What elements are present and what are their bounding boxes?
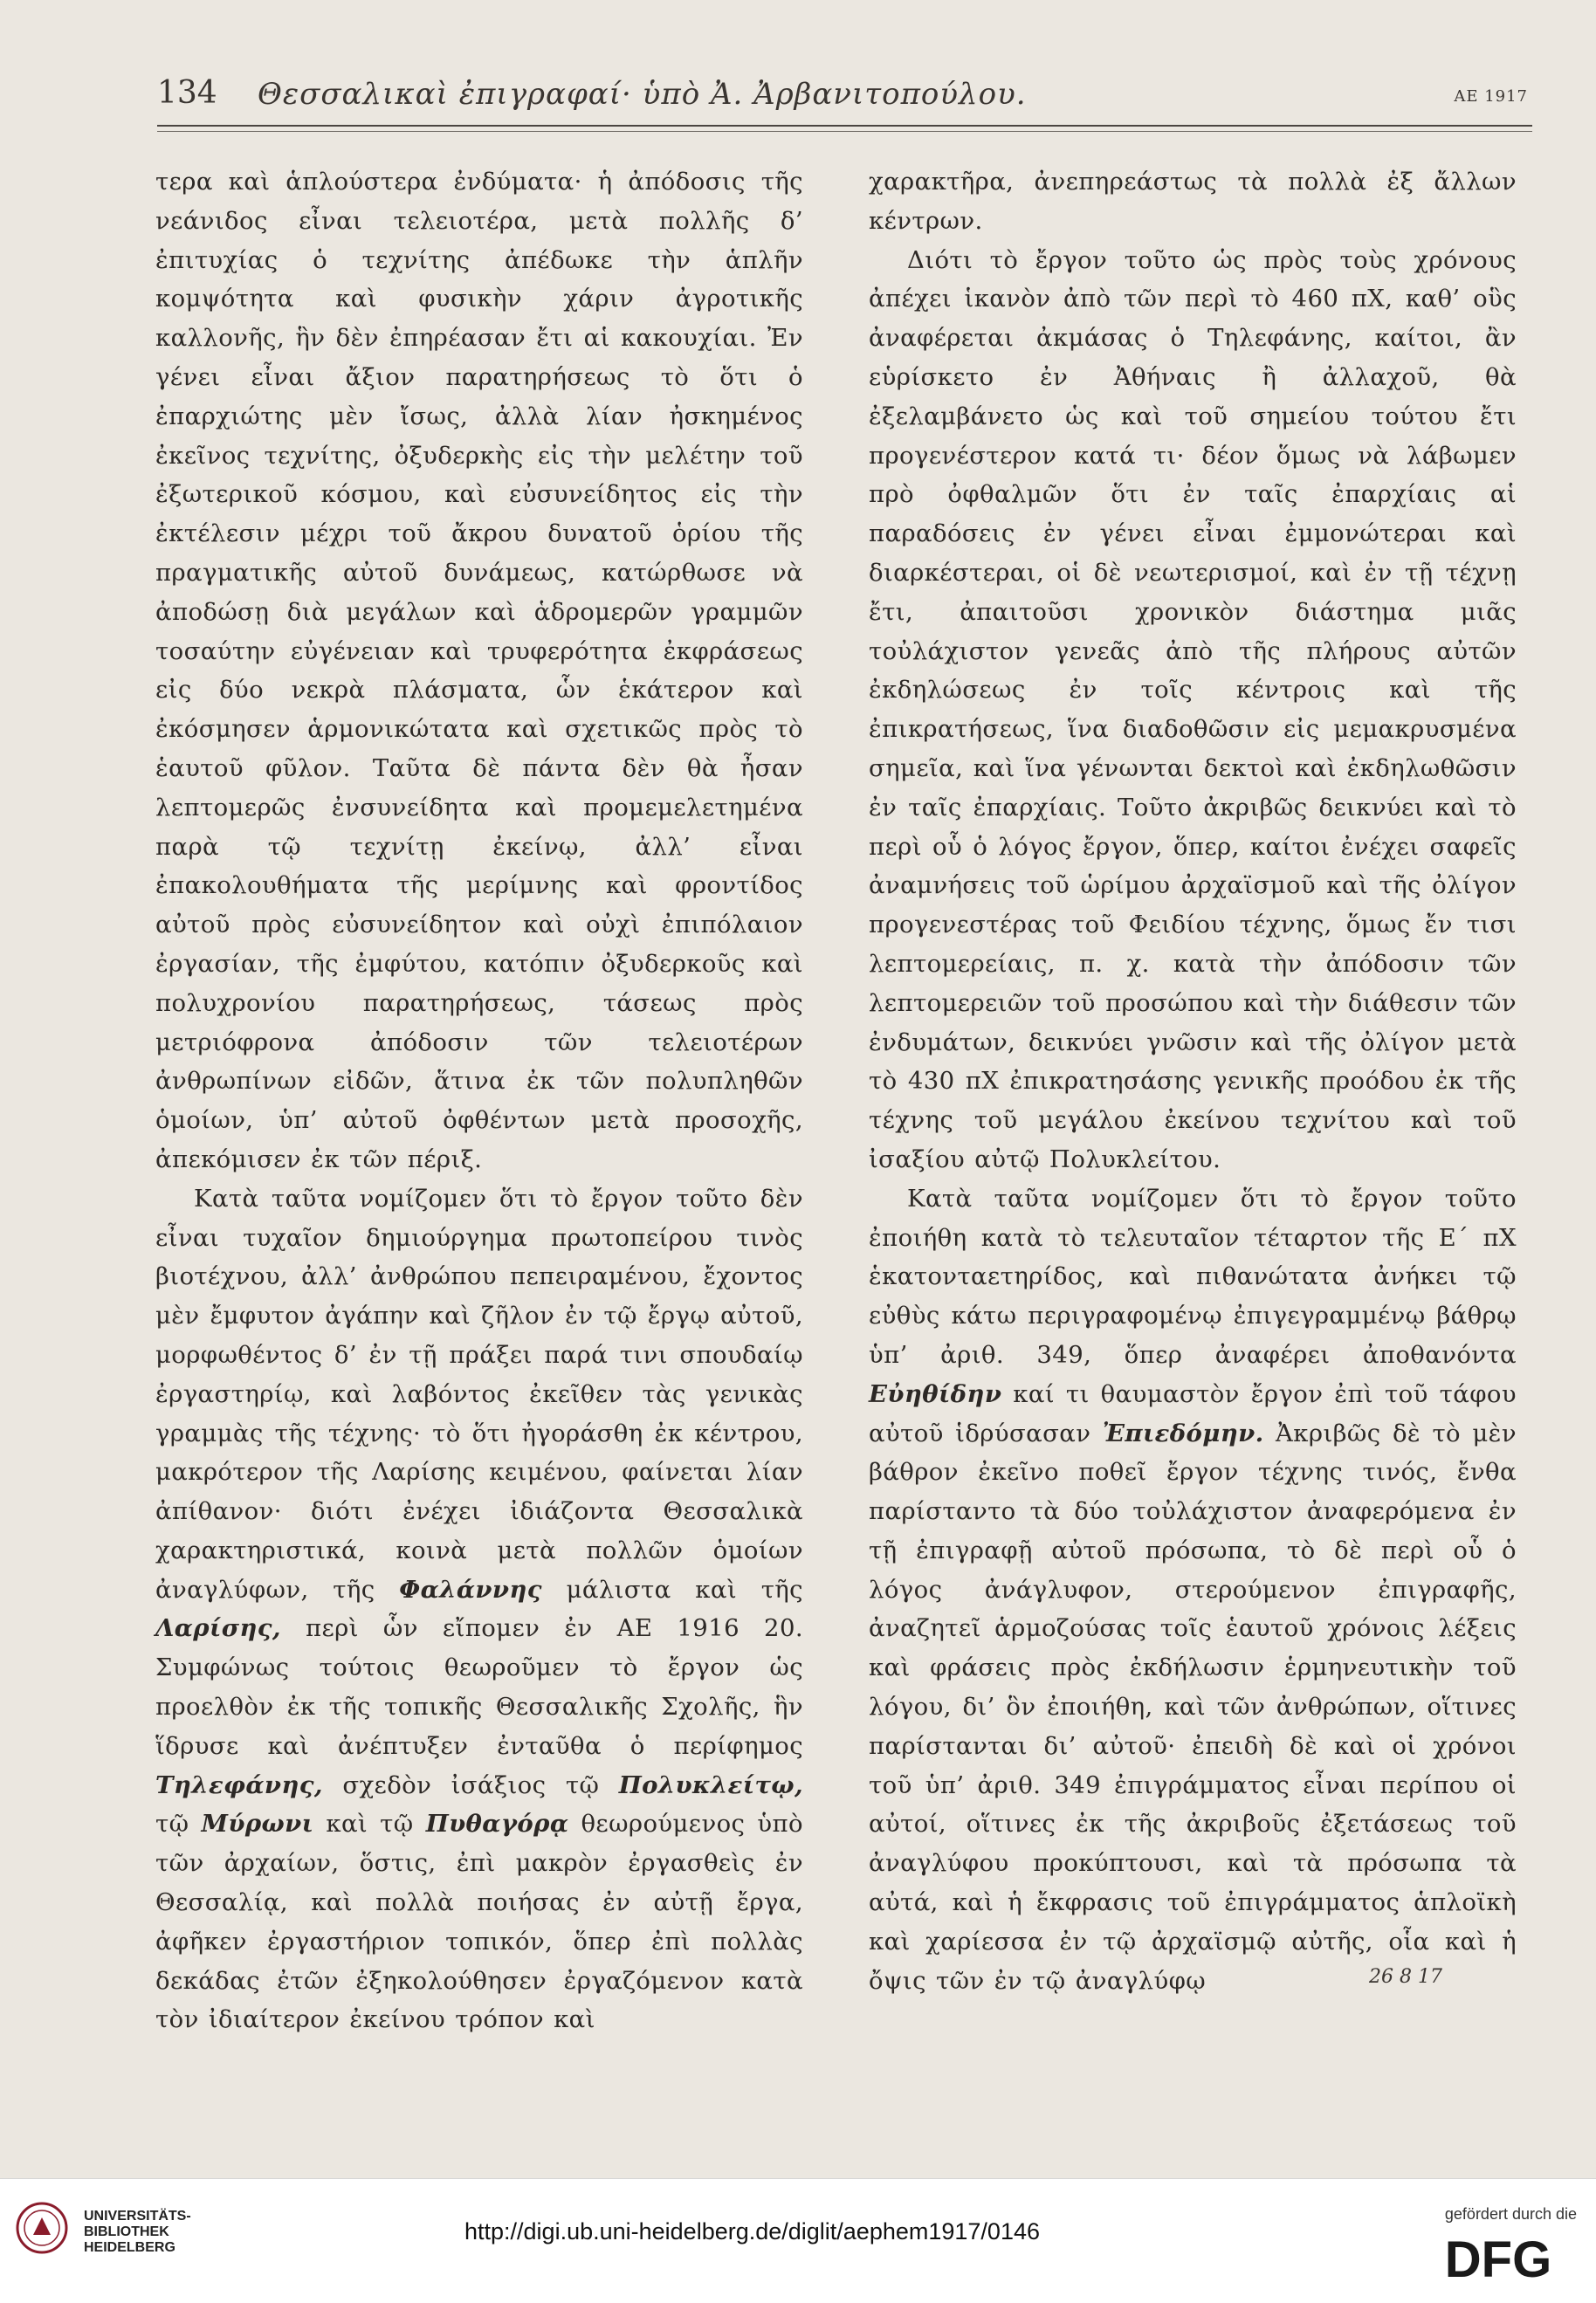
text-run: τῷ xyxy=(155,1810,189,1839)
text-run: Διότι τὸ ἔργον τοῦτο ὡς πρὸς τοὺς χρόνους ἀπέχει ἱκανὸν ἀπὸ τῶν περὶ τὸ 460 πΧ, καθ’ οὓς ἀναφέρεται ἀκμάσας ὁ Τηλεφάνης, καίτοι, ἂν εὑρίσκετο ἐν Ἀθήναις ἢ ἀλλαχοῦ, θὰ ἐξελαμβάνετο ὡς καὶ τοῦ σημείου τούτου ἔτι προγενέστερον κατά τι· δέον ὅμως νὰ λάβωμεν πρὸ ὀφθαλμῶν ὅτι ἐν ταῖς ἐπαρχίαις αἱ παραδόσεις ἐν γένει εἶναι ἐμμονώτεραι καὶ διαρκέστεραι, οἱ δὲ νεωτερισμοί, καὶ ἐν τῇ τέχνῃ ἔτι, ἀπαιτοῦσι χρονικὸν διάστημα μιᾶς τοὐλάχιστον γενεᾶς ἀπὸ τῆς πλήρους αὐτῶν ἐκδηλώσεως ἐν τοῖς κέντροις καὶ τῆς ἐπικρατήσεως, ἵνα διαδοθῶσιν εἰς μεμακρυσμένα σημεῖα, καὶ ἵνα γένωνται δεκτοὶ καὶ ἐκδηλωθῶσιν ἐν ταῖς ἐπαρχίαις. Τοῦτο ἀκριβῶς δεικνύει καὶ τὸ περὶ οὗ ὁ λόγος ἔργον, ὅπερ, καίτοι ἐνέχει σαφεῖς ἀναμνήσεις τοῦ ὡρίμου ἀρχαϊσμοῦ καὶ τῆς ὀλίγον προγενεστέρας τοῦ Φειδίου τέχνης, ὅμως ἔν τισι λεπτομερείαις, π. χ. κατὰ τὴν ἀπόδοσιν τῶν λεπτομερειῶν τοῦ προσώπου καὶ τὴν διάθεσιν τῶν ἐνδυμάτων, δεικνύει γνῶσιν καὶ τῆς ὀλίγον μετὰ τὸ 430 πΧ ἐπικρατησάσης γενικῆς προόδου ἐκ τῆς τέχνης τοῦ μεγάλου ἐκείνου τεχνίτου καὶ τοῦ ἰσαξίου αὐτῷ Πολυκλείτου. xyxy=(869,245,1517,1173)
text-run: καὶ τῷ xyxy=(326,1810,414,1839)
text-run: καί τι θαυμαστὸν ἔργον ἐπὶ τοῦ τάφου αὐτοῦ ἱδρύσασαν xyxy=(869,1379,1517,1447)
emphasis-name: Εὐηθίδην xyxy=(869,1379,1002,1408)
text-run: Ἀκριβῶς δὲ τὸ μὲν βάθρον ἐκεῖνο ποθεῖ ἔργον τέχνης τινός, ἔνθα παρίσταντο τὰ δύο τοὐλάχιστον ἀναφερόμενα ἐν τῇ ἐπιγραφῇ αὐτοῦ πρόσωπα, τὸ δὲ περὶ οὗ ὁ λόγος ἀνάγλυφον, στερούμενον ἐπιγραφῆς, ἀναζητεῖ ἁρμοζούσας τοῖς ἑαυτοῦ χρόνοις λέξεις καὶ φράσεις πρὸς ἐκδήλωσιν ἑρμηνευτικὴν τοῦ λόγου, δι’ ὃν ἐποιήθη, καὶ τῶν ἀνθρώπων, οἵτινες παρίστανται δι’ αὐτοῦ· ἐπειδὴ δὲ καὶ οἱ χρόνοι τοῦ ὑπ’ ἀριθ. 349 ἐπιγράμματος εἶναι περίπου οἱ αὐτοί, οἵτινες ἐκ τῆς ἀκριβοῦς ἐξετάσεως τοῦ ἀναγλύφου προκύπτουσι, καὶ τὰ πρόσωπα τὰ αὐτά, καὶ ἡ ἔκφρασις τοῦ ἐπιγράμματος ἁπλοϊκὴ καὶ χαρίεσσα ἐν τῷ ἀρχαϊσμῷ αὐτῆς, οἷα καὶ ἡ ὄψις τῶν ἐν τῷ ἀναγλύφῳ xyxy=(869,1419,1517,1995)
text-run: μάλιστα καὶ τῆς xyxy=(566,1575,803,1604)
right-column xyxy=(869,162,1517,2000)
emphasis-name: Μύρωνι xyxy=(201,1810,314,1839)
running-title: Θεσσαλικαὶ ἐπιγραφαί· ὑπὸ Ἀ. Ἀρβανιτοπούλου. xyxy=(258,77,1027,112)
digitization-footer xyxy=(0,2178,1596,2303)
dfg-logo-text: DFG xyxy=(1444,2233,1552,2282)
source-url-link[interactable]: http://digi.ub.uni-heidelberg.de/diglit/aephem1917/0146 xyxy=(464,2218,1040,2245)
text-run: θεωρούμενος ὑπὸ τῶν ἀρχαίων, ὅστις, ἐπὶ μακρὸν ἐργασθεὶς ἐν Θεσσαλίᾳ, καὶ πολλὰ ποιήσας ἐν αὐτῇ ἔργα, ἀφῆκεν ἐργαστήριον τοπικόν, ὅπερ ἐπὶ πολλὰς δεκάδας ἐτῶν ἐξηκολούθησεν ἐργαζόμενον κατὰ τὸν ἰδιαίτερον ἐκείνου τρόπον καὶ xyxy=(155,1810,803,2034)
running-head xyxy=(157,75,1528,119)
header-rule xyxy=(157,125,1532,127)
library-name-line: BIBLIOTHEK xyxy=(84,2224,169,2239)
emphasis-name: Ἐπιεδόμην. xyxy=(1102,1419,1264,1447)
text-run: σχεδὸν ἰσάξιος τῷ xyxy=(342,1770,600,1799)
text-run: χαρακτῆρα, ἀνεπηρεάστως τὰ πολλὰ ἐξ ἄλλων κέντρων. xyxy=(869,168,1517,235)
emphasis-name: Πυθαγόρᾳ xyxy=(425,1810,569,1839)
emphasis-name: Πολυκλείτῳ, xyxy=(618,1770,803,1799)
university-seal-icon xyxy=(16,2202,68,2254)
library-name xyxy=(84,2209,191,2256)
library-name-line: UNIVERSITÄTS- xyxy=(84,2209,191,2224)
sponsor-label: gefördert durch die xyxy=(1444,2205,1577,2223)
header-rule-thin xyxy=(157,131,1532,132)
library-name-line: HEIDELBERG xyxy=(84,2240,175,2255)
paragraph xyxy=(155,1179,803,2040)
emphasis-name: Τηλεφάνης, xyxy=(155,1770,323,1799)
paragraph xyxy=(869,241,1517,1179)
paragraph xyxy=(155,162,803,1179)
left-column xyxy=(155,162,803,2039)
page-number: 134 xyxy=(157,75,217,111)
text-run: Κατὰ ταῦτα νομίζομεν ὅτι τὸ ἔργον τοῦτο ἐποιήθη κατὰ τὸ τελευταῖον τέταρτον τῆς Ε΄ πΧ ἑκατονταετηρίδος, καὶ πιθανώτατα ἀνήκει τῷ εὐθὺς κάτω περιγραφομένῳ ἐπιγεγραμμένῳ βάθρῳ ὑπ’ ἀριθ. 349, ὅπερ ἀναφέρει ἀποθανόντα xyxy=(869,1184,1517,1369)
emphasis-name: Φαλάννης xyxy=(399,1575,542,1604)
text-run: τερα καὶ ἁπλούστερα ἐνδύματα· ἡ ἀπόδοσις τῆς νεάνιδος εἶναι τελειοτέρα, μετὰ πολλῆς δ’ ἐπιτυχίας ὁ τεχνίτης ἀπέδωκε τὴν ἁπλῆν κομψότητα καὶ φυσικὴν χάριν ἀγροτικῆς καλλονῆς, ἣν δὲν ἐπηρέασαν ἔτι αἱ κακουχίαι. Ἐν γένει εἶναι ἄξιον παρατηρήσεως τὸ ὅτι ὁ ἐπαρχιώτης μὲν ἴσως, ἀλλὰ λίαν ἠσκημένος ἐκεῖνος τεχνίτης, ὀξυδερκὴς εἰς τὴν μελέτην τοῦ ἐξωτερικοῦ κόσμου, καὶ εὐσυνείδητος εἰς τὴν ἐκτέλεσιν μέχρι τοῦ ἄκρου δυνατοῦ ὁρίου τῆς πραγματικῆς αὐτοῦ δυνάμεως, κατώρθωσε νὰ ἀποδώσῃ διὰ μεγάλων καὶ ἁδρομερῶν γραμμῶν τοσαύτην εὐγένειαν καὶ τρυφερότητα ἐκφράσεως εἰς δύο νεκρὰ πλάσματα, ὧν ἑκάτερον καὶ ἐκόσμησεν ἁρμονικώτατα καὶ σχετικῶς πρὸς τὸ ἑαυτοῦ φῦλον. Ταῦτα δὲ πάντα δὲν θὰ ἦσαν λεπτομερῶς ἐνσυνείδητα καὶ προμεμελετημένα παρὰ τῷ τεχνίτῃ ἐκείνῳ, ἀλλ’ εἶναι ἐπακολουθήματα τῆς μερίμνης καὶ φροντίδος αὐτοῦ πρὸς εὐσυνείδητον καὶ οὐχὶ ἐπιπόλαιον ἐργασίαν, τῆς ἐμφύτου, κατόπιν ὀξυδερκοῦς καὶ πολυχρονίου παρατηρήσεως, τάσεως πρὸς μετριόφρονα ἀπόδοσιν τῶν τελειοτέρων ἀνθρωπίνων εἰδῶν, ἅτινα ἐκ τῶν πολυπληθῶν ὁμοίων, ὑπ’ αὐτοῦ ὀφθέντων μετὰ προσοχῆς, ἀπεκόμισεν ἐκ τῶν πέριξ. xyxy=(155,168,803,1173)
text-run: Κατὰ ταῦτα νομίζομεν ὅτι τὸ ἔργον τοῦτο δὲν εἶναι τυχαῖον δημιούργημα πρωτοπείρου τινὸς βιοτέχνου, ἀλλ’ ἀνθρώπου πεπειραμένου, ἔχοντος μὲν ἔμφυτον ἀγάπην καὶ ζῆλον ἐν τῷ ἔργῳ αὐτοῦ, μορφωθέντος δ’ ἐν τῇ πράξει παρά τινι σπουδαίῳ ἐργαστηρίῳ, καὶ λαβόντος ἐκεῖθεν τὰς γενικὰς γραμμὰς τῆς τέχνης· τὸ ὅτι ἠγοράσθη ἐκ κέντρου, μακρότερον τῆς Λαρίσης κειμένου, φαίνεται λίαν ἀπίθανον· διότι ἐνέχει ἰδιάζοντα Θεσσαλικὰ χαρακτηριστικά, κοινὰ μετὰ πολλῶν ὁμοίων ἀναγλύφων, τῆς xyxy=(155,1184,803,1604)
print-date-mark: 26 8 17 xyxy=(1369,1966,1442,1988)
journal-tag: ΑΕ 1917 xyxy=(1454,87,1528,106)
paragraph xyxy=(869,1179,1517,2001)
paragraph xyxy=(869,162,1517,241)
emphasis-name: Λαρίσης, xyxy=(155,1614,281,1643)
text-run: περὶ ὧν εἴπομεν ἐν ΑΕ 1916 20. Συμφώνως τούτοις θεωροῦμεν τὸ ἔργον ὡς προελθὸν ἐκ τῆς τοπικῆς Θεσσαλικῆς Σχολῆς, ἣν ἵδρυσε καὶ ἀνέπτυξεν ἐνταῦθα ὁ περίφημος xyxy=(155,1614,803,1760)
dfg-logo-icon xyxy=(1420,2233,1577,2282)
